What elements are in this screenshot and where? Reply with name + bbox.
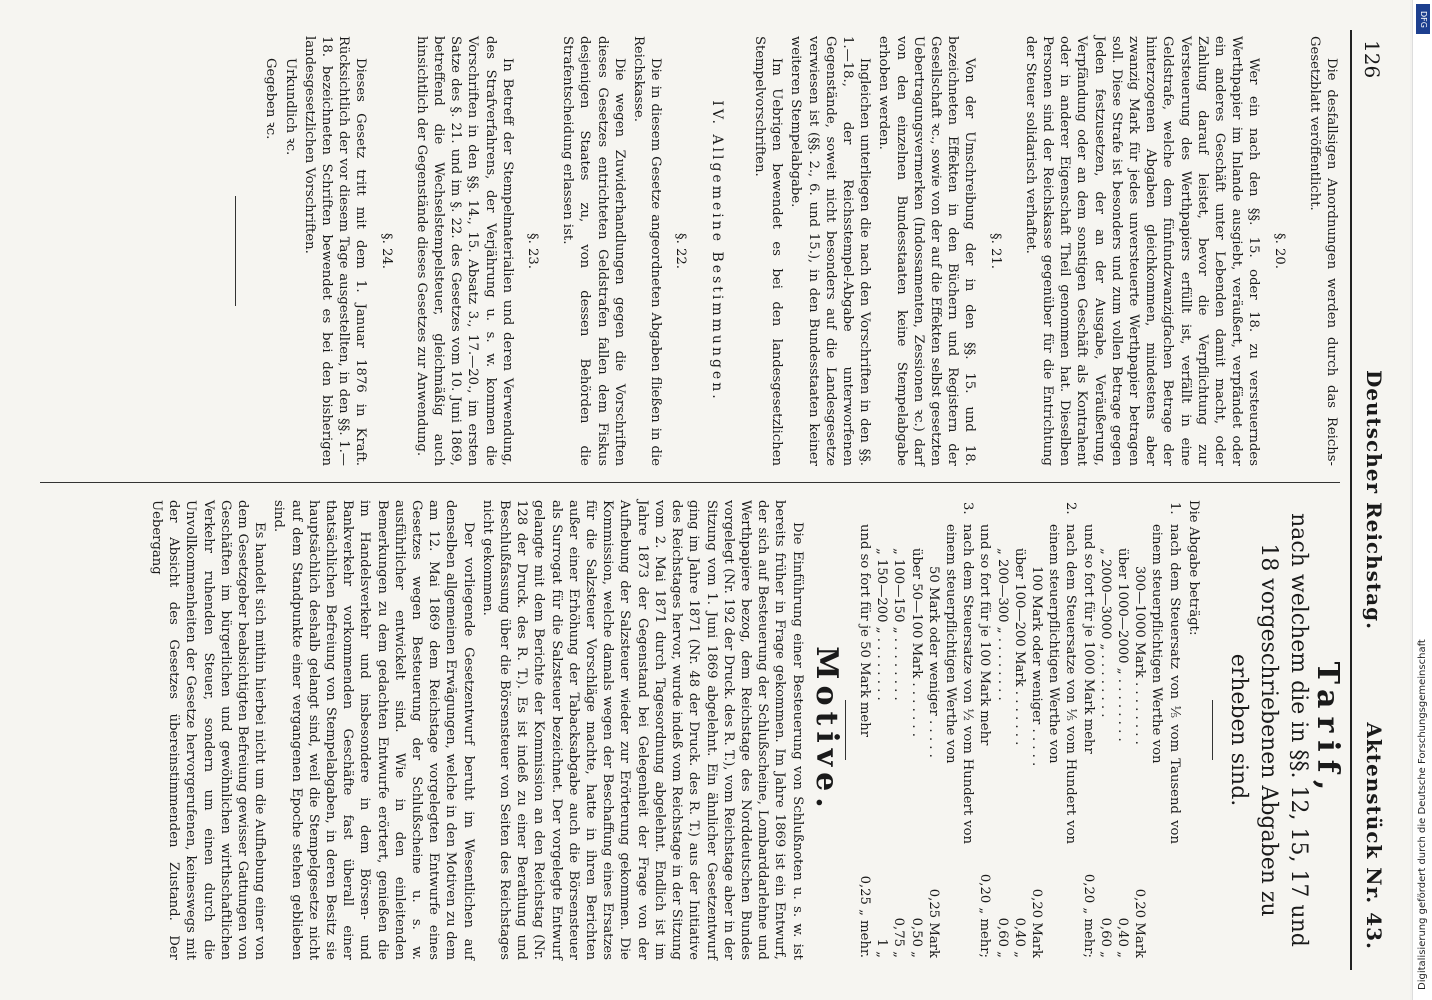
motive-paragraph-3: Es handelt sich mithin hierbei nicht um die Aufhebung einer von dem Gesetzgeber beabsichtigten Befreiung gewisser Gattungen von Geschäften im bürgerlichen und gewöhnlichen wirthschaftlichen Verkehr ruhenden Steuer, sondern um einen durch die Unvollkommenheiten der Gesetze hervorgerufenen, keineswegs mit der Absicht des Gesetzes übereinstimmenden Zustand. Der Uebergang (149, 500, 268, 960)
tariff-row-text: 300—1000 Mark . . . . . . . . (1132, 566, 1148, 745)
tariff-row-text: nach dem Steuersatze von ⅕ vom Hundert von einem steuerpflichtigen Werthe von (1046, 524, 1079, 844)
section-24-title: §. 24. (378, 233, 394, 269)
tariff-row-number: 3. (960, 502, 976, 515)
motive-paragraph-2: Der vorliegende Gesetzentwurf beruht im Wesentlichen auf denselben allgemeinen Erwägungen, welche in den Motiven zu dem am 12. Mai 1869 dem Reichstage vorgelegten Entwurfe eines Gesetzes wegen Besteuerung der Schlußscheine u. s. w. ausführlicher entwickelt sind. Wie in den einleitenden Bemerkungen zu dem gedachten Entwurfe erörtert, genießen die im Handelsverkehr und insbesondere in dem Börsen- und Bankverkehr vorkommenden Geschäfte fast überall einer thatsächlichen Befreiung von Stempelabgaben, in deren Besitz sie hauptsächlich deshalb gelangt sind, weil die Stempelgesetze nicht auf dem Standpunkte einer vergangenen Epoche stehen geblieben sind. (271, 500, 476, 960)
tarif-title: Tarif, (1310, 661, 1345, 799)
tariff-row (976, 500, 993, 960)
part-4-title: IV. Allgemeine Bestimmungen. (708, 100, 725, 402)
tariff-row (1079, 500, 1096, 960)
tariff-row (907, 500, 924, 960)
tariff-row-number (925, 500, 942, 522)
motive-rule (845, 700, 846, 760)
section-21-title: §. 21. (987, 233, 1003, 269)
tariff-row-amount: 0,40 „ (1011, 917, 1027, 958)
digitization-note: Digitalisierung gefördert durch die Deutsche Forschungsgemeinschaft (1417, 639, 1428, 990)
tariff-row-text: über 100—200 Mark . . . . . . . (1011, 548, 1027, 746)
page-header (1350, 30, 1392, 970)
closing-line-1: Urkundlich ꝛc. (282, 58, 298, 156)
section-20-text: Wer ein nach den §§. 15. oder 18. zu versteuerndes Werthpapier im Inlande ausgiebt, veräußert, verpfändet oder ein anderes Geschäft unter Lebenden damit macht, oder Zahlung darauf leistet, bevor die Verpflichtung zur Versteuerung des Werthpapiers erfüllt ist, verfällt in eine Geldstrafe, welche dem fünfundzwanzigfachen Betrage der hinterzogenen Abgaben gleichkommen, mindestens aber zwanzig Mark für jedes unversteuerte Werthpapier betragen soll. Diese Strafe ist besonders und zum vollen Betrage gegen Jeden festzusetzen, der an der Ausgabe, Veräußerung, Verpfändung oder an dem sonstigen Geschäft als Kontrahent oder in anderer Eigenschaft Theil genommen hat. Dieselben Personen sind der Reichskasse gegenüber für die Entrichtung der Steuer solidarisch verhaftet. (1022, 36, 1262, 466)
section-21-text-3: Im Uebrigen bewendet es bei den landesgesetzlichen Stempelvorschriften. (751, 36, 785, 466)
tariff-row-text: 100 Mark oder weniger . . . . . (1028, 566, 1044, 767)
right-column (40, 500, 1345, 960)
section-24-text: Dieses Gesetz tritt mit dem 1. Januar 1876 in Kraft. Rücksichtlich der vor diesem Tage ausgestellten, in den §§. 1.—18. bezeichneten Schriften bewendet es bei den bisherigen landesgesetzlichen Vorschriften. (301, 36, 369, 466)
tariff-row (873, 500, 890, 960)
tariff-row-number (1079, 500, 1096, 522)
section-20-title: §. 20. (1271, 233, 1287, 269)
digitization-sidebar (1412, 0, 1432, 1000)
tariff-row-text: und so fort für je 50 Mark mehr (856, 524, 872, 738)
column-divider (40, 482, 1340, 483)
tariff-row-text: „ 100—150 „ . . . . . . . . (891, 548, 907, 701)
header-title: Deutscher Reichstag. (1362, 369, 1386, 631)
tariff-row-number: 2. (1063, 502, 1079, 515)
motive-title: Motive. (808, 646, 844, 814)
tarif-intro: Die Abgabe beträgt: (1185, 500, 1201, 636)
tariff-row-amount: 0,40 „ (1114, 917, 1130, 958)
tariff-row (1028, 500, 1045, 960)
tariff-row-number (856, 500, 873, 522)
tarif-rule (1212, 700, 1213, 760)
tariff-table (856, 500, 1183, 960)
tariff-row-amount (942, 846, 976, 960)
tariff-row (993, 500, 1010, 960)
tariff-row-amount: 0,20 Mark (1132, 888, 1148, 958)
end-rule (235, 196, 236, 306)
closing-line-2: Gegeben ꝛc. (263, 58, 279, 140)
tariff-row-number (976, 500, 993, 522)
tariff-row-text: über 1000—2000 „ . . . . . . . . (1114, 548, 1130, 742)
tariff-row-amount: 0,20 Mark (1028, 888, 1044, 958)
tarif-subtitle: nach welchem die in §§. 12, 15, 17 und 18 vorgeschriebenen Abgaben zu erheben sind. (1225, 513, 1311, 947)
dfg-logo: DFG (1416, 4, 1430, 34)
tariff-row (1114, 500, 1131, 960)
section-22-title: §. 22. (673, 233, 689, 269)
tariff-row-amount: 0,60 „ (1097, 917, 1113, 958)
tariff-row-text: „ 2000—3000 „ . . . . . . . . (1097, 548, 1113, 718)
tariff-row-number (907, 500, 924, 522)
tariff-row-text: und so fort für je 1000 Mark mehr (1080, 524, 1096, 754)
section-22-text-2: Die wegen Zuwiderhandlungen gegen die Vorschriften dieses Gesetzes entrichteten Geldstrafen fallen dem Fiskus desjenigen Staates zu, von dessen Behörden die Strafentscheidung erlassen ist. (560, 36, 627, 466)
tariff-row (925, 500, 942, 960)
tariff-row-amount: 0,25 Mark (925, 888, 941, 958)
tariff-row-number (1131, 500, 1148, 522)
tariff-row-text: „ 150—200 „ . . . . . . . . (874, 548, 890, 701)
tariff-row-number (1097, 500, 1114, 522)
tariff-row-amount: 0,60 „ (994, 917, 1010, 958)
tariff-row-number (1114, 500, 1131, 522)
tariff-row (1131, 500, 1148, 960)
tariff-row-amount (1045, 846, 1079, 960)
tariff-row-text: 50 Mark oder weniger . . . . . (925, 566, 941, 758)
tariff-row (942, 500, 976, 960)
tariff-row-amount: 0,75 „ (891, 917, 907, 958)
tariff-row-number (1028, 500, 1045, 522)
section-21-text-1: Von der Umschreibung der in den §§. 15. und 18. bezeichneten Effekten in den Büchern und Registern der Gesellschaft ꝛc., sowie von der auf die Effekten selbst gesetzten Uebertragungsvermerken (Indossamenten, Zessionen ꝛc.) darf von den einzelnen Bundesstaaten keine Stempelabgabe erhoben werden. (876, 36, 978, 466)
tariff-row-text: nach dem Steuersatze von ½ vom Hundert von einem steuerpflichtigen Werthe von (942, 524, 976, 844)
left-column (40, 36, 1340, 466)
tariff-row-number: 1. (1166, 502, 1182, 515)
tariff-row-number (993, 500, 1010, 522)
tariff-row-amount (1148, 846, 1182, 960)
motive-paragraph-1: Die Einführung einer Besteuerung von Schlußnoten u. s. w. ist bereits früher in Frage gekommen. Im Jahre 1869 ist ein Entwurf, der sich auf Besteuerung der Schlußscheine, Lombarddarlehne und Werthpapiere bezog, dem Reichstage des Norddeutschen Bundes vorgelegt (Nr. 192 der Druck. des R. T.), vom Reichstage aber in der Sitzung vom 1. Juni 1869 abgelehnt. Ein ähnlicher Gesetzentwurf ging im Jahre 1871 (Nr. 48 der Druck. des R. T.) aus der Initiative des Reichstages hervor, wurde indeß vom Reichstage in der Sitzung vom 2. Mai 1871 durch Tagesordnung abgelehnt. Endlich ist im Jahre 1873 der Gegenstand bei Gelegenheit der Frage von der Aufhebung der Salzsteuer wieder zur Erörterung gekommen. Die Kommission, welche damals wegen der Beschaffung eines Ersatzes für die Salzsteuer Vorschläge machte, hatte in ihren Berichten außer einer Erhöhung der Tabacksabgabe auch die Börsensteuer als Surrogat für die Salzsteuer bezeichnet. Der vorgelegte Entwurf gelangte mit dem Berichte der Kommission an den Reichstag (Nr. 128 der Druck. des R. T.). Es ist indeß zu einer Berathung und Beschlußfassung über die Börsensteuer von Seiten des Reichstages nicht gekommen. (479, 500, 805, 960)
intro-text: Die desfallsigen Anordnungen werden durch das Reichs-Gesetzblatt veröffentlicht. (1306, 36, 1339, 466)
document-number: Aktenstück Nr. 43. (1362, 722, 1386, 950)
tariff-row-amount: 0,50 „ (908, 917, 924, 958)
tariff-row-text: über 50—100 Mark . . . . . . . (908, 548, 924, 737)
tariff-row (856, 500, 873, 960)
tariff-row-text: und so fort für je 100 Mark mehr (977, 524, 993, 746)
tariff-row (1097, 500, 1114, 960)
section-22-text-1: Die in diesem Gesetze angeordneten Abgaben fließen in die Reichskasse. (631, 36, 664, 466)
tariff-row-number (890, 500, 907, 522)
tariff-row-text: „ 200—300 „ . . . . . . . . (994, 548, 1010, 701)
section-23-text: In Betreff der Stempelmaterialien und deren Verwendung, des Strafverfahrens, der Verjährung u. s. w. kommen die Vorschriften in den §§. 14., 15. Absatz 3., 17.—20., im ersten Satze des §. 21. und im §. 22. des Gesetzes vom 10. Juni 1869, betreffend die Wechselstempelsteuer, gleichmäßig auch hinsichtlich der Gegenstände dieses Gesetzes zur Anwendung. (413, 36, 515, 466)
tariff-row-number (1011, 500, 1028, 522)
tariff-row (1148, 500, 1182, 960)
tariff-row-text: nach dem Steuersatz von ⅕ vom Tausend von einem steuerpflichtigen Werthe von (1149, 524, 1182, 844)
tariff-row-amount: 0,20 „ mehr; (977, 873, 993, 958)
tariff-row (1011, 500, 1028, 960)
section-23-title: §. 23. (525, 233, 541, 269)
tariff-row-amount: 0,20 „ mehr; (1080, 873, 1096, 958)
tariff-row-amount: 1 „ (874, 938, 890, 958)
tariff-row-number (873, 500, 890, 522)
tariff-row-amount: 0,25 „ mehr. (856, 875, 872, 958)
page-number: 126 (1360, 40, 1384, 79)
section-21-text-2: Ingleichen unterliegen die nach den Vorschriften in den §§. 1.—18., der Reichsstempel-Abgabe unterworfenen Gegenstände, soweit nicht besonders auf die Landesgesetze verwiesen ist (§§. 2., 6. und 15.), in den Bundesstaaten keiner weiteren Stempelabgabe. (788, 36, 873, 466)
tariff-row (890, 500, 907, 960)
tariff-row (1045, 500, 1079, 960)
